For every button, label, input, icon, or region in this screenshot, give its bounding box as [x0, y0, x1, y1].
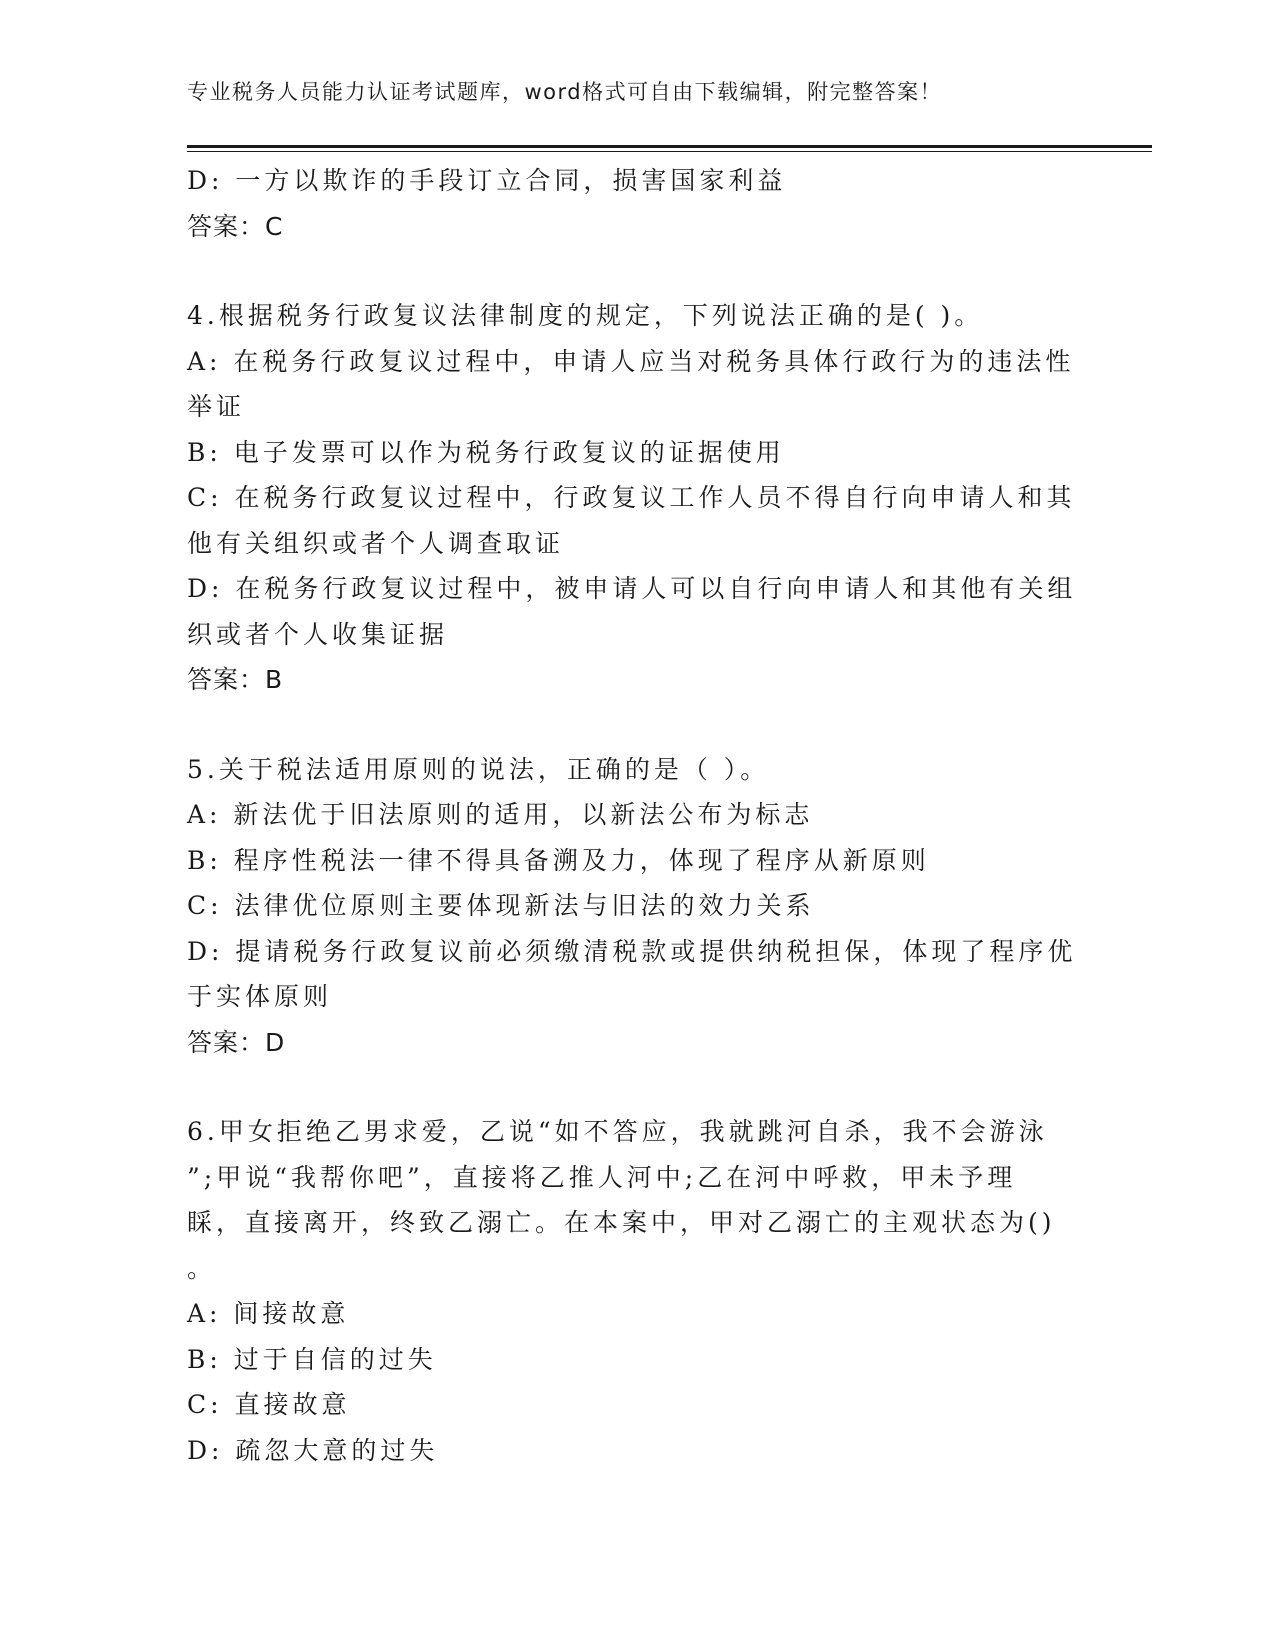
- question-line: 举证: [187, 392, 246, 421]
- question-line: D: 一方以欺诈的手段订立合同，损害国家利益: [187, 166, 787, 195]
- answer-line: 答案：D: [187, 1027, 286, 1057]
- question-line: 6.甲女拒绝乙男求爱，乙说“如不答应，我就跳河自杀，我不会游泳: [187, 1117, 1048, 1146]
- question-line: 4.根据税务行政复议法律制度的规定，下列说法正确的是( )。: [187, 301, 984, 330]
- question-line: D: 在税务行政复议过程中，被申请人可以自行向申请人和其他有关组: [187, 574, 1077, 603]
- question-line: B: 电子发票可以作为税务行政复议的证据使用: [187, 437, 785, 467]
- question-line: A: 在税务行政复议过程中，申请人应当对税务具体行政行为的违法性: [187, 346, 1075, 376]
- question-line: 织或者个人收集证据: [187, 619, 449, 649]
- header-rule-thin: [187, 151, 1152, 152]
- page-header: 专业税务人员能力认证考试题库，word格式可自由下载编辑，附完整答案！: [187, 80, 943, 104]
- question-line: C: 直接故意: [187, 1390, 351, 1419]
- question-line: 。: [187, 1253, 217, 1283]
- answer-line: 答案：C: [187, 211, 284, 241]
- question-line: A: 新法优于旧法原则的适用，以新法公布为标志: [187, 800, 814, 829]
- question-block: [187, 293, 1077, 703]
- question-list: [187, 158, 1077, 1473]
- question-block: [187, 1109, 1067, 1473]
- block-spacer: [187, 249, 1067, 293]
- question-line: B: 程序性税法一律不得具备溯及力，体现了程序从新原则: [187, 845, 930, 875]
- question-line: B: 过于自信的过失: [187, 1344, 437, 1374]
- question-line: 5.关于税法适用原则的说法，正确的是（ ）。: [187, 754, 770, 784]
- question-line: C: 在税务行政复议过程中，行政复议工作人员不得自行向申请人和其: [187, 483, 1076, 512]
- question-line: 睬，直接离开，终致乙溺亡。在本案中，甲对乙溺亡的主观状态为(): [187, 1208, 1056, 1237]
- question-block: [187, 747, 1077, 1066]
- question-line: A: 间接故意: [187, 1299, 350, 1328]
- question-line: ”;甲说“我帮你吧”，直接将乙推人河中;乙在河中呼救，甲未予理: [187, 1162, 1017, 1192]
- answer-line: 答案：B: [187, 665, 284, 694]
- block-spacer: [187, 703, 1067, 747]
- question-line: 他有关组织或者个人调查取证: [187, 528, 565, 558]
- question-line: C: 法律优位原则主要体现新法与旧法的效力关系: [187, 891, 815, 920]
- question-line: D: 提请税务行政复议前必须缴清税款或提供纳税担保，体现了程序优: [187, 936, 1077, 966]
- question-line: 于实体原则: [187, 982, 333, 1011]
- block-spacer: [187, 1065, 1067, 1109]
- header-rule: [187, 145, 1152, 148]
- question-line: D: 疏忽大意的过失: [187, 1435, 439, 1465]
- question-block: [187, 158, 1067, 249]
